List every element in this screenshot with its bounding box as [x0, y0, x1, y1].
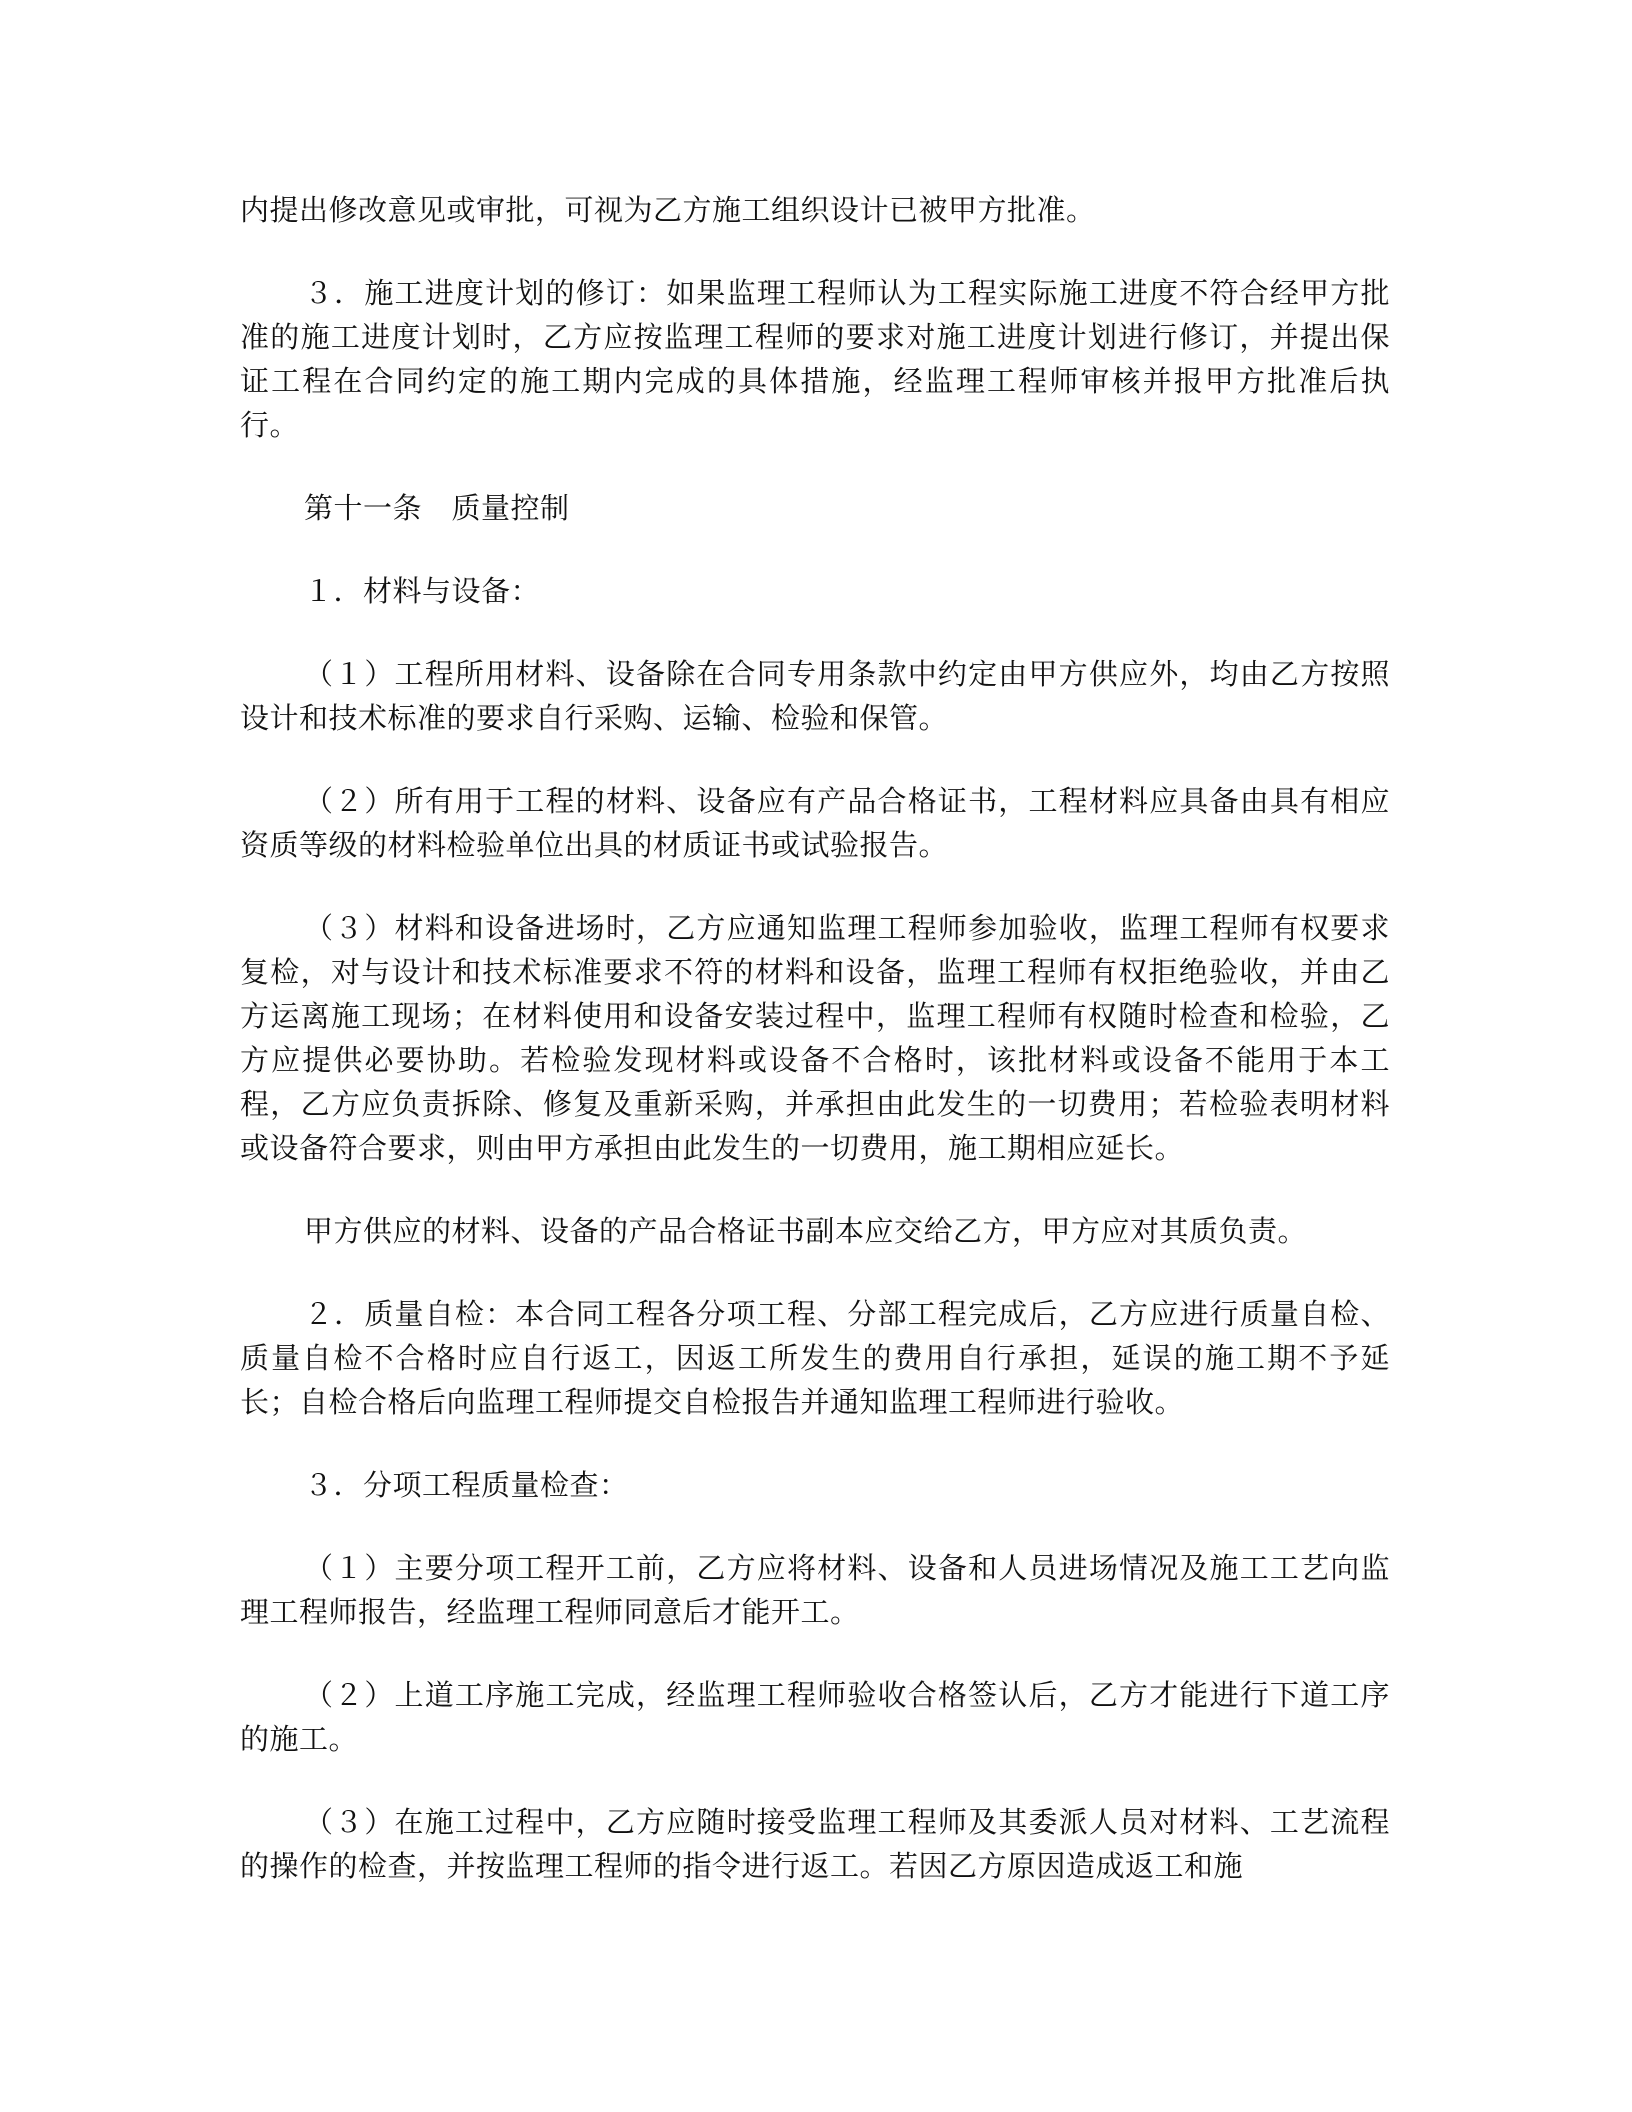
paragraph-owner-supplied: 甲方供应的材料、设备的产品合格证书副本应交给乙方，甲方应对其质负责。: [304, 1214, 1308, 1248]
paragraph-schedule-revision: ３．施工进度计划的修订：如果监理工程师认为工程实际施工进度不符合经甲方批准的施工进度计划时，乙方应按监理工程师的要求对施工进度计划进行修订，并提出保证工程在合同约定的施工期内完成的具体措施，经监理工程师审核并报甲方批准后执行。: [240, 276, 1390, 442]
document-body: [240, 188, 1390, 1927]
section-heading-materials-equipment: １．材料与设备：: [304, 574, 541, 608]
paragraph-ongoing-inspection: （３）在施工过程中，乙方应随时接受监理工程师及其委派人员对材料、工艺流程的操作的检查，并按监理工程师的指令进行返工。若因乙方原因造成返工和施: [240, 1805, 1390, 1883]
paragraph-continuation: 内提出修改意见或审批，可视为乙方施工组织设计已被甲方批准。: [240, 193, 1096, 227]
paragraph-self-inspection: ２．质量自检：本合同工程各分项工程、分部工程完成后，乙方应进行质量自检、质量自检不合格时应自行返工，因返工所发生的费用自行承担，延误的施工期不予延长；自检合格后向监理工程师提交自检报告并通知监理工程师进行验收。: [240, 1297, 1390, 1419]
section-heading-subitem-inspection: ３．分项工程质量检查：: [304, 1468, 629, 1502]
article-heading-quality-control: 第十一条 质量控制: [304, 491, 570, 525]
paragraph-certificates: （２）所有用于工程的材料、设备应有产品合格证书，工程材料应具备由具有相应资质等级的材料检验单位出具的材质证书或试验报告。: [240, 784, 1390, 862]
paragraph-procurement: （１）工程所用材料、设备除在合同专用条款中约定由甲方供应外，均由乙方按照设计和技术标准的要求自行采购、运输、检验和保管。: [240, 657, 1390, 735]
paragraph-site-acceptance: （３）材料和设备进场时，乙方应通知监理工程师参加验收，监理工程师有权要求复检，对与设计和技术标准要求不符的材料和设备，监理工程师有权拒绝验收，并由乙方运离施工现场；在材料使用和设备安装过程中，监理工程师有权随时检查和检验，乙方应提供必要协助。若检验发现材料或设备不合格时，该批材料或设备不能用于本工程，乙方应负责拆除、修复及重新采购，并承担由此发生的一切费用；若检验表明材料或设备符合要求，则由甲方承担由此发生的一切费用，施工期相应延长。: [240, 911, 1390, 1165]
paragraph-process-acceptance: （２）上道工序施工完成，经监理工程师验收合格签认后，乙方才能进行下道工序的施工。: [240, 1678, 1390, 1756]
paragraph-pre-start-report: （１）主要分项工程开工前，乙方应将材料、设备和人员进场情况及施工工艺向监理工程师报告，经监理工程师同意后才能开工。: [240, 1551, 1390, 1629]
